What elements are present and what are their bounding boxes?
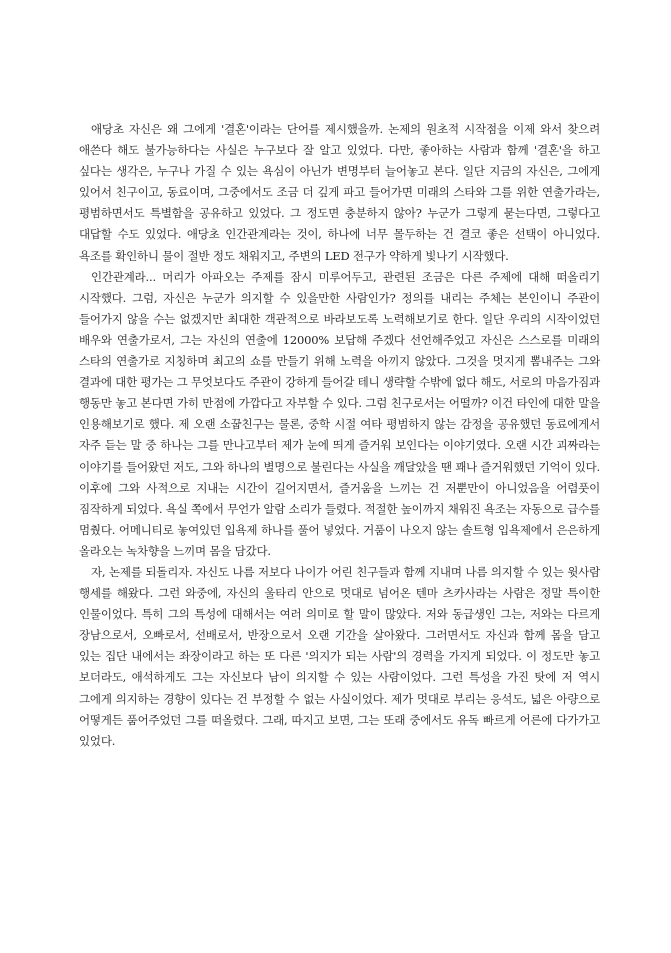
paragraph-2: 인간관계라... 머리가 아파오는 주제를 잠시 미루어두고, 관련된 조금은 다른 주제에 대해 떠올리기 시작했다. 그럼, 자신은 누군가 의지할 수 있을만한 사람인가? 정의를 내리는 주체는 본인이니 주관이 들어가지 않을 수는 없겠지만 최대한 객관적으로 바라보도록 노력해보기로 한다. 일단 우리의 시작이었던 배우와 연출가로서, 그는 자신의 연출에 12000% 보답해 주겠다 선언해주었고 자신은 스스로를 미래의 스타의 연출가로 지칭하며 최고의 쇼를 만들기 위해 노력을 아끼지 않았다. 그것을 멋지게 뽐내주는 그와 결과에 대한 평가는 그 무엇보다도 주관이 강하게 들어갈 테니 생략할 수밖에 없다 해도, 서로의 마음가짐과 행동만 놓고 본다면 가히 만점에 가깝다고 자부할 수 있다. 그럼 친구로서는 어떨까? 이건 타인에 대한 말을 인용해보기로 했다. 제 오랜 소꿉친구는 물론, 중학 시절 여타 평범하지 않는 감정을 공유했던 동료에게서 자주 듣는 말 중 하나는 그를 만나고부터 제가 눈에 띄게 즐거워 보인다는 이야기였다. 오랜 시간 괴짜라는 이야기를 들어왔던 저도, 그와 하나의 별명으로 불린다는 사실을 깨달았을 땐 꽤나 즐거워했던 기억이 있다. 이후에 그와 사적으로 지내는 시간이 길어지면서, 즐거움을 느끼는 건 저뿐만이 아니었음을 어렴풋이 짐작하게 되었다. 욕실 쪽에서 무언가 알람 소리가 들렸다. 적절한 높이까지 채워진 욕조는 자동으로 급수를 멈췄다. 어메니티로 놓여있던 입욕제 하나를 풀어 넣었다. 거품이 나오지 않는 솔트형 입욕제에서 은은하게 올라오는 녹차향을 느끼며 몸을 담갔다. — [79, 269, 600, 558]
paragraph-3: 자, 논제를 되돌리자. 자신도 나름 저보다 나이가 어린 친구들과 함께 지내며 나름 의지할 수 있는 윗사람 행세를 해왔다. 그런 와중에, 자신의 울타리 안으로 멋대로 넘어온 텐마 츠카사라는 사람은 정말 특이한 인물이었다. 특히 그의 특성에 대해서는 여러 의미로 할 말이 많았다. 저와 동급생인 그는, 저와는 다르게 장남으로서, 오빠로서, 선배로서, 반장으로서 오랜 기간을 살아왔다. 그러면서도 자신과 함께 몸을 담고 있는 집단 내에서는 좌장이라고 하는 또 다른 '의지가 되는 사람'의 경력을 가지게 되었다. 이 정도만 놓고 보더라도, 애석하게도 그는 자신보다 남이 의지할 수 있는 사람이었다. 그런 특성을 가진 탓에 저 역시 그에게 의지하는 경향이 있다는 건 부정할 수 없는 사실이었다. 제가 멋대로 부리는 응석도, 넓은 아량으로 어떻게든 품어주었던 그를 떠올렸다. 그래, 따지고 보면, 그는 또래 중에서도 유독 빠르게 어른에 다가가고 있었다. — [79, 564, 600, 748]
paragraph-1: 애당초 자신은 왜 그에게 '결혼'이라는 단어를 제시했을까. 논제의 원초적 시작점을 이제 와서 찾으려 애쓴다 해도 불가능하다는 사실은 누구보다 잘 알고 있었다. 다만, 좋아하는 사람과 함께 '결혼'을 하고 싶다는 생각은, 누구나 가질 수 있는 욕심이 아닌가 변명부터 늘어놓고 본다. 일단 지금의 자신은, 그에게 있어서 친구이고, 동료이며, 그중에서도 조금 더 깊게 파고 들어가면 미래의 스타와 그를 위한 연출가라는, 평범하면서도 특별함을 공유하고 있었다. 그 정도면 충분하지 않아? 누군가 그렇게 묻는다면, 그렇다고 대답할 수도 있었다. 애당초 인간관계라는 것이, 하나에 너무 몰두하는 건 결코 좋은 선택이 아니었다. 욕조를 확인하니 물이 절반 정도 채워지고, 주변의 LED 전구가 약하게 빛나기 시작했다. — [79, 122, 600, 263]
body-text — [79, 119, 600, 752]
